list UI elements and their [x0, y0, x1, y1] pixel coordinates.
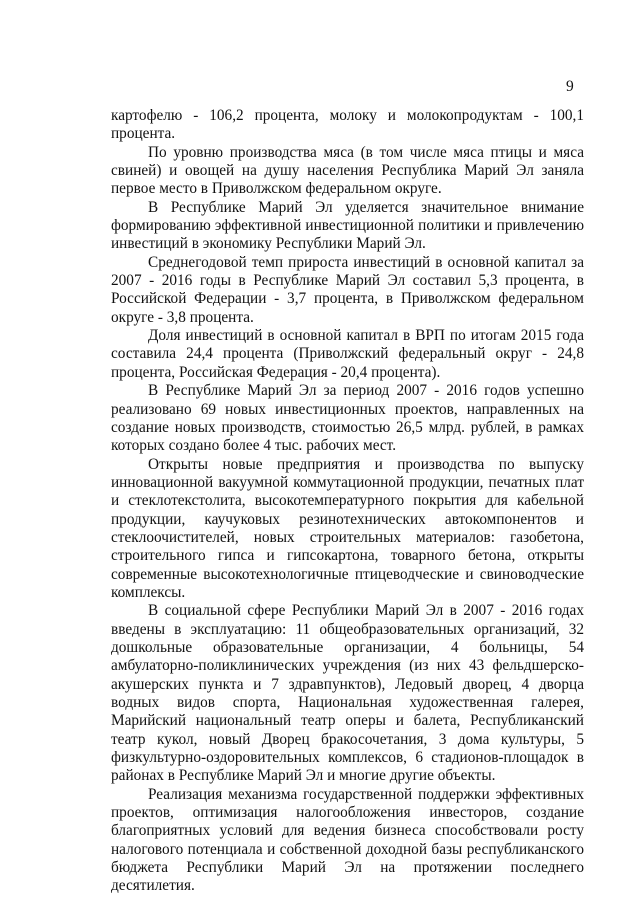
paragraph: Реализация механизма государственной поддержки эффективных проектов, оптимизация налогообложения инвесторов, создание благоприятных условий для ведения бизнеса способствовали росту налогового потенциала и собственной доходной базы республиканского бюджета Республики Марий Эл на протяжении последнего десятилетия.: [111, 785, 584, 895]
paragraph: Открыты новые предприятия и производства по выпуску инновационной вакуумной коммутационной продукции, печатных плат и стеклотекстолита, высокотемпературного покрытия для кабельной продукции, каучуковых резинотехнических автокомпонентов и стеклоочистителей, новых строительных материалов: газобетона, строительного гипса и гипсокартона, товарного бетона, открыты современные высокотехнологичные птицеводческие и свиноводческие комплексы.: [111, 455, 584, 601]
paragraph: картофелю - 106,2 процента, молоку и молокопродуктам - 100,1 процента.: [111, 107, 584, 143]
paragraph: В Республике Марий Эл уделяется значительное внимание формированию эффективной инвестиционной политики и привлечению инвестиций в экономику Республики Марий Эл.: [111, 198, 584, 253]
paragraph: Доля инвестиций в основной капитал в ВРП по итогам 2015 года составила 24,4 процента (Приволжский федеральный округ - 24,8 процента, Российская Федерация - 20,4 процента).: [111, 327, 584, 381]
paragraph: В социальной сфере Республики Марий Эл в 2007 - 2016 годах введены в эксплуатацию: 11 общеобразовательных организаций, 32 дошкольные образовательные организации, 4 больницы, 54 амбулаторно-поликлинических учреждения (из них 43 фельдшерско-акушерских пункта и 7 здравпунктов), Ледовый дворец, 4 дворца водных видов спорта, Национальная художественная галерея, Марийский национальный театр оперы и балета, Республиканский театр кукол, новый Дворец бракосочетания, 3 дома культуры, 5 физкультурно-оздоровительных комплексов, 6 стадионов-площадок в районах в Республике Марий Эл и многие другие объекты.: [111, 602, 584, 785]
paragraph: В Республике Марий Эл за период 2007 - 2016 годов успешно реализовано 69 новых инвестиционных проектов, направленных на создание новых производств, стоимостью 26,5 млрд. рублей, в рамках которых создано более 4 тыс. рабочих мест.: [111, 382, 584, 455]
page-number: 9: [566, 78, 574, 95]
paragraph: Среднегодовой темп прироста инвестиций в основной капитал за 2007 - 2016 годы в Республике Марий Эл составил 5,3 процента, в Российской Федерации - 3,7 процента, в Приволжском федеральном округе - 3,8 процента.: [111, 253, 584, 326]
document-body: [111, 107, 584, 896]
paragraph: По уровню производства мяса (в том числе мяса птицы и мяса свиней) и овощей на душу населения Республика Марий Эл заняла первое место в Приволжском федеральном округе.: [111, 143, 584, 198]
